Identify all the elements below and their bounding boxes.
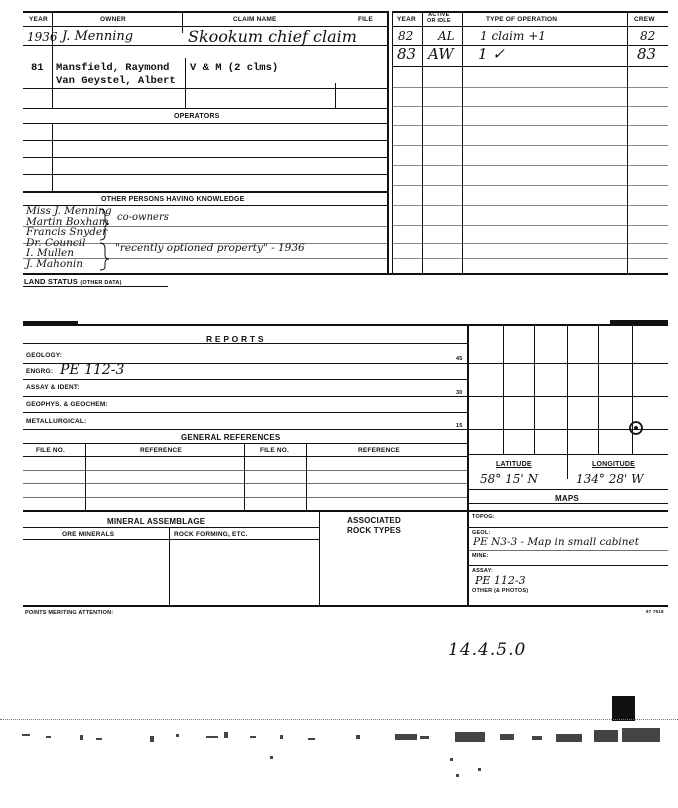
op-row2-year: 83 — [397, 45, 417, 63]
mineral-bottom-rule — [23, 605, 668, 607]
owner-row2-year: 81 — [31, 62, 44, 74]
mineral-header-rule — [23, 539, 319, 540]
operators-row-2 — [23, 157, 388, 158]
right-crew-col-line — [627, 11, 628, 273]
maps-title: MAPS — [555, 494, 579, 503]
owner-row2-claim: V & M (2 clms) — [190, 62, 279, 74]
refs-header-rule — [23, 456, 467, 457]
op-row4-rule — [392, 106, 668, 107]
other-photos-label: OTHER (& PHOTOS) — [472, 588, 529, 594]
associated-rock-types — [347, 516, 401, 536]
land-status-label — [24, 277, 122, 286]
header-active-line2: OR IDLE — [427, 18, 451, 24]
topog-label: TOPOG: — [472, 514, 495, 520]
top-bottom-rule — [23, 273, 668, 275]
engrg-label: ENGRG: — [26, 368, 54, 375]
geophys-label: GEOPHYS. & GEOCHEM: — [26, 401, 108, 408]
other-persons-title: OTHER PERSONS HAVING KNOWLEDGE — [101, 196, 245, 203]
op-row11-rule — [392, 243, 668, 244]
mine-rule — [468, 565, 668, 566]
general-refs-title: GENERAL REFERENCES — [181, 433, 281, 442]
mineral-title-rule — [23, 527, 319, 528]
op-row10-rule — [392, 225, 668, 226]
grid-bottom-rule — [468, 454, 668, 455]
reference-header-1: REFERENCE — [140, 447, 182, 454]
longitude-value: 134° 28' W — [576, 472, 644, 486]
op-row2-active: AW — [428, 45, 454, 63]
file-no-header-2: FILE NO. — [260, 447, 290, 454]
op-row5-rule — [392, 125, 668, 126]
person-2: Martin Boxham — [26, 215, 109, 228]
geophys-rule — [23, 412, 467, 413]
metallurgical-label: METALLURGICAL: — [26, 418, 87, 425]
metallurgical-rule — [23, 429, 467, 430]
op-row7-rule — [392, 165, 668, 166]
person-6: J. Mahonin — [26, 257, 84, 270]
owner-row2-owner-b: Van Geystel, Albert — [56, 75, 176, 87]
recent-note: "recently optioned property" - 1936 — [115, 242, 305, 254]
assay-map-label: ASSAY: — [472, 568, 494, 574]
op-row1-type: 1 claim +1 — [480, 29, 546, 43]
rock-forming-header: ROCK FORMING, ETC. — [174, 531, 248, 538]
header-claim-name: CLAIM NAME — [233, 16, 277, 23]
operators-title: OPERATORS — [174, 113, 220, 120]
reports-title-rule — [23, 343, 468, 344]
grid-col-1 — [503, 324, 504, 454]
ore-minerals-header: ORE MINERALS — [62, 531, 115, 538]
refs-row-3 — [23, 497, 467, 498]
assay-map-value: PE 112-3 — [475, 574, 526, 587]
mineral-col-2 — [319, 510, 320, 605]
header-type-operation: TYPE OF OPERATION — [486, 16, 558, 23]
center-divider — [387, 11, 389, 274]
associated-line1: ASSOCIATED — [347, 516, 401, 525]
op-row2-type: 1 ✓ — [478, 45, 505, 63]
geol-label: GEOL: — [472, 530, 491, 536]
reports-title: R E P O R T S — [206, 334, 264, 344]
header-year: YEAR — [29, 16, 48, 23]
latitude-label: LATITUDE — [496, 461, 532, 468]
op-row8-rule — [392, 185, 668, 186]
claim-col-line — [335, 83, 336, 109]
row2-rule — [23, 88, 388, 89]
land-status-sub: (OTHER DATA) — [80, 280, 122, 286]
refs-bottom-rule — [23, 510, 668, 512]
coowners-note: co-owners — [117, 212, 169, 223]
op-row1-year: 82 — [398, 29, 414, 43]
header-file: FILE — [358, 16, 373, 23]
person-5: I. Mullen — [26, 247, 75, 259]
grid-col-2 — [534, 324, 535, 454]
center-divider-2 — [392, 11, 393, 274]
op-row12-rule — [392, 258, 668, 259]
assay-label: ASSAY & IDENT: — [26, 384, 80, 391]
grid-row-1 — [468, 363, 668, 364]
reports-right-divider — [467, 324, 469, 606]
handwritten-number: 14.4.5.0 — [448, 640, 527, 660]
refs-col-2 — [244, 443, 245, 510]
num-30: 30 — [456, 390, 463, 396]
reports-top-rule — [23, 324, 668, 326]
person-1: Miss J. Menning — [26, 205, 112, 217]
owner-row1-owner: J. Menning — [62, 29, 134, 44]
topog-rule — [468, 527, 668, 528]
persons-row-1 — [23, 226, 388, 227]
brace-marks — [98, 207, 112, 271]
mineral-title: MINERAL ASSEMBLAGE — [107, 517, 206, 526]
top-left-border — [23, 11, 388, 13]
points-meriting-label: POINTS MERITING ATTENTION: — [25, 610, 114, 616]
year-col-line — [52, 11, 53, 109]
mineral-col-1 — [169, 527, 170, 605]
scan-noise-line — [0, 719, 678, 723]
location-target-icon — [628, 420, 644, 436]
op-row1-active: AL — [438, 29, 455, 43]
refs-col-3 — [306, 443, 307, 510]
operators-rule — [23, 123, 388, 124]
engrg-rule — [23, 379, 467, 380]
owner-row2-owner-a: Mansfield, Raymond — [56, 62, 170, 74]
op-row3-rule — [392, 87, 668, 88]
grid-col-4 — [598, 324, 599, 454]
header-owner: OWNER — [100, 16, 126, 23]
refs-row-2 — [23, 483, 467, 484]
op-row6-rule — [392, 145, 668, 146]
persons-row-2 — [23, 243, 388, 244]
associated-line2: ROCK TYPES — [347, 526, 402, 535]
owner-col-line-2 — [185, 58, 186, 108]
geol-rule — [468, 550, 668, 551]
land-status-underline — [23, 286, 168, 287]
land-status-title: LAND STATUS — [24, 277, 79, 286]
refs-row-1 — [23, 470, 467, 471]
engrg-value: PE 112-3 — [60, 362, 125, 378]
op-row2-rule — [392, 66, 668, 67]
op-row9-rule — [392, 205, 668, 206]
assay-rule — [23, 396, 467, 397]
person-3: Francis Snyder — [26, 226, 108, 238]
operators-row-4 — [23, 191, 388, 193]
coords-rule — [468, 489, 668, 490]
grid-row-2 — [468, 396, 668, 397]
person-4: Dr. Council — [26, 236, 86, 249]
scan-black-block — [612, 696, 635, 721]
maps-rule — [468, 503, 668, 504]
header-right-year: YEAR — [397, 16, 416, 23]
num-45: 45 — [456, 356, 463, 362]
owner-col-line — [182, 11, 183, 33]
geology-label: GEOLOGY: — [26, 352, 63, 359]
refs-col-1 — [85, 443, 86, 510]
op-row1-crew: 82 — [640, 29, 656, 43]
longitude-label: LONGITUDE — [592, 461, 636, 468]
grid-col-3 — [567, 324, 568, 479]
header-crew: CREW — [634, 16, 655, 23]
op-row2-crew: 83 — [637, 45, 657, 63]
form-number: 97 7918 — [646, 609, 664, 614]
geol-value: PE N3-3 - Map in small cabinet — [473, 536, 639, 548]
operators-row-1 — [23, 140, 388, 141]
right-active-col-line — [462, 11, 463, 273]
header-active-line1: ACTIVE — [428, 12, 450, 18]
mine-label: MINE: — [472, 553, 489, 559]
owner-row1-year: 1936 — [27, 30, 58, 44]
row3-rule — [23, 108, 388, 109]
general-refs-title-rule — [23, 443, 467, 444]
latitude-value: 58° 15' N — [480, 472, 538, 486]
persons-row-3 — [23, 258, 388, 259]
row1-rule — [23, 45, 388, 46]
owner-row1-claim: Skookum chief claim — [188, 27, 357, 46]
right-year-col-line — [422, 11, 423, 273]
num-15: 15 — [456, 423, 463, 429]
file-no-header-1: FILE NO. — [36, 447, 66, 454]
header-active-idle — [427, 12, 451, 24]
operators-row-3 — [23, 174, 388, 175]
reference-header-2: REFERENCE — [358, 447, 400, 454]
scan-noise-artifacts — [0, 724, 678, 784]
